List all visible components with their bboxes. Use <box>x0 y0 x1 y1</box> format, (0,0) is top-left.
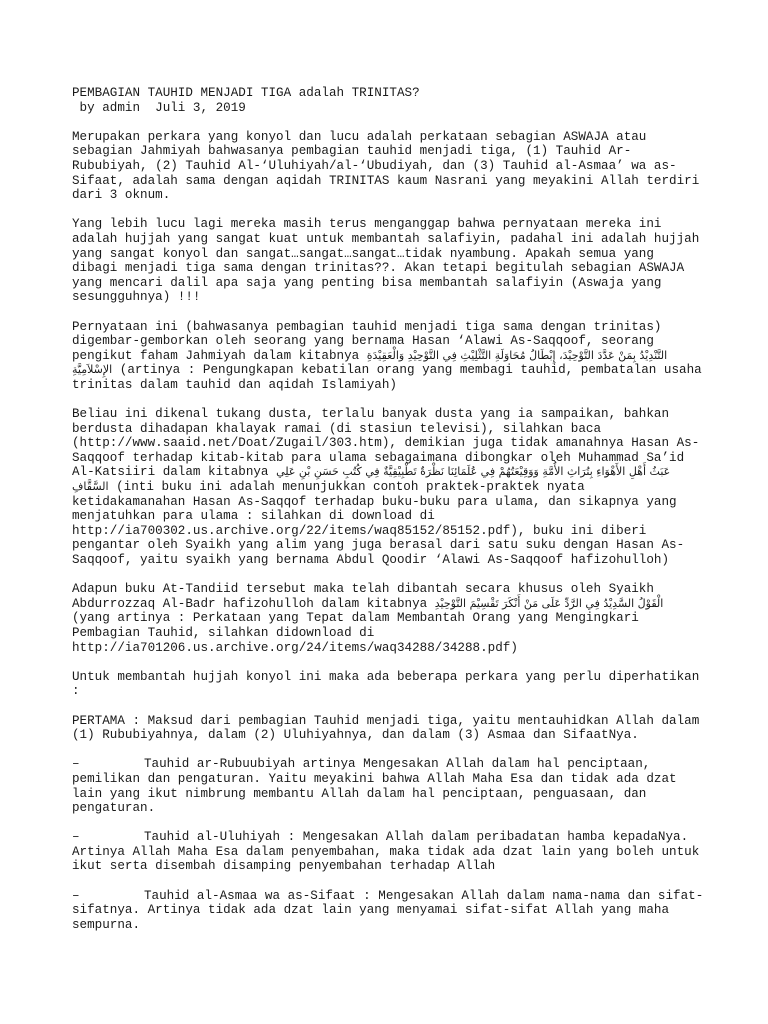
paragraph-3-text-b: (artinya : Pengungkapan kebatilan orang yang membagi tauhid, pembatalan usaha trinitas dalam tauhid dan aqidah Islamiyah) <box>72 363 702 392</box>
article-byline: by admin Juli 3, 2019 <box>72 100 246 115</box>
list-item-asmaa-sifaat-text: Tauhid al-Asmaa wa as-Sifaat : Mengesakan Allah dalam nama-nama dan sifat-sifatnya. Artinya tidak ada dzat lain yang menyamai sifat-sifat Allah yang maha sempurna. <box>72 888 704 932</box>
paragraph-4 <box>72 407 704 568</box>
list-item-asmaa-sifaat <box>72 889 704 933</box>
paragraph-4-text-a: Beliau ini dikenal tukang dusta, terlalu banyak dusta yang ia sampaikan, bahkan berdusta dihadapan khalayak ramai (di stasiun televisi), silahkan baca (http://www.saaid.net/Doat/Zugail/303.htm), demikian juga tidak amanahnya Hasan As-Saqqoof terhadap kitab-kitab para ulama sebagaimana dibongkar oleh Muhammad Sa’id Al-Katsiiri dalam kitabnya <box>72 407 700 480</box>
paragraph-1: Merupakan perkara yang konyol dan lucu adalah perkataan sebagian ASWAJA atau sebagian Jahmiyah bahwasanya pembagian tauhid menjadi tiga, (1) Tauhid Ar-Rububiyah, (2) Tauhid Al-‘Uluhiyah/al-‘Ubudiyah, dan (3) Tauhid al-Asmaa’ wa as-Sifaat, adalah sama dengan aqidah TRINITAS kaum Nasrani yang meyakini Allah terdiri dari 3 oknum. <box>72 129 700 203</box>
arabic-book-title-qaul-sadid: الْقَوْلُ السَّدِيْدُ فِي الرَّدِّ عَلَى مَنْ أَنْكَرَ تَقْسِيْمَ التَّوْحِيْدِ <box>434 596 664 610</box>
list-item-uluhiyah-text: Tauhid al-Uluhiyah : Mengesakan Allah dalam peribadatan hamba kepadaNya. Artinya Allah Maha Esa dalam penyembahan, maka tidak ada dzat lain yang boleh untuk ikut serta disembah disamping penyembahan terhadap Allah <box>72 830 700 874</box>
list-item-uluhiyah <box>72 830 704 874</box>
dash-bullet: – <box>72 888 80 903</box>
paragraph-2: Yang lebih lucu lagi mereka masih terus menganggap bahwa pernyataan mereka ini adalah hujjah yang sangat kuat untuk membantah salafiyin, padahal ini adalah hujjah yang sangat konyol dan sangat…sangat…sangat…tidak nyambung. Apakah semua yang dibagi menjadi tiga sama dengan trinitas??. Akan tetapi begitulah sebagian ASWAJA yang mencari dalil apa saja yang penting bisa membantah salafiyin (Aswaja yang sesungguhnya) !!! <box>72 217 700 305</box>
arabic-book-title-tandiid: التَّنْدِيْدُ بِمَنْ عَدَّدَ التَّوْحِيْدَ، إِبْطَالُ مُحَاوَلَةِ التَّثْلِيْثِ فِي التَّوْحِيْدِ وَالْعَقِيْدَةِ الإِسْلاَمِيَّةِ <box>72 348 668 377</box>
paragraph-4-text-b: (inti buku ini adalah menunjukkan contoh praktek-praktek nyata ketidakamanahan Hasan As-Saqqof terhadap buku-buku para ulama, dan sikapnya yang menjatuhkan para ulama : silahkan di download di http://ia700302.us.archive.org/22/items/waq85152/85152.pdf), buku ini diberi pengantar oleh Syaikh yang alim yang juga berasal dari satu suku dengan Hasan As-Saqqoof, yaitu syaikh yang bernama Abdul Qoodir ‘Alawi As-Saqqoof hafizohulloh) <box>72 480 685 567</box>
paragraph-3 <box>72 320 704 393</box>
article-title: PEMBAGIAN TAUHID MENJADI TIGA adalah TRINITAS? <box>72 86 420 100</box>
dash-bullet: – <box>72 830 80 845</box>
paragraph-5-text-b: (yang artinya : Perkataan yang Tepat dalam Membantah Orang yang Mengingkari Pembagian Tauhid, silahkan didownload di http://ia701206.us.archive.org/24/items/waq34288/34288.pdf) <box>72 611 639 655</box>
paragraph-3-text-a: Pernyataan ini (bahwasanya pembagian tauhid menjadi tiga sama dengan trinitas) digembar-gemborkan oleh seorang yang bernama Hasan ‘Alawi As-Saqqoof, seorang pengikut faham Jahmiyah dalam kitabnya <box>72 319 662 363</box>
arabic-book-title-abats: عَبَثُ أَهْلِ الأَهْوَاءِ بِتُرَاثِ الأُمَّةِ وَوَقِيْعَتُهُمْ فِي عُلَمَائِنَا نَظْرَةٌ تَطْبِيْقِيَّةٌ فِي كُتُبِ حَسَنِ بْنِ عَلِي السَّقَّافِ <box>72 465 671 494</box>
dash-bullet: – <box>72 757 80 772</box>
paragraph-6: Untuk membantah hujjah konyol ini maka ada beberapa perkara yang perlu diperhatikan : <box>72 669 700 699</box>
paragraph-5-text-a: Adapun buku At-Tandiid tersebut maka telah dibantah secara khusus oleh Syaikh Abdurrozzaq Al-Badr hafizohulloh dalam kitabnya <box>72 582 654 611</box>
paragraph-pertama: PERTAMA : Maksud dari pembagian Tauhid menjadi tiga, yaitu mentauhidkan Allah dalam (1) Rububiyahnya, dalam (2) Uluhiyahnya, dan dalam (3) Asmaa dan SifaatNya. <box>72 713 700 743</box>
list-item-rububiyah-text: Tauhid ar-Rubuubiyah artinya Mengesakan Allah dalam hal penciptaan, pemilikan dan pengaturan. Yaitu meyakini bahwa Allah Maha Esa dan tidak ada dzat lain yang ikut nimbrung membantu Allah dalam hal penciptaan, penguasaan, dan pengaturan. <box>72 757 677 816</box>
paragraph-5 <box>72 582 704 655</box>
article-header <box>72 86 704 115</box>
list-item-rububiyah <box>72 757 704 815</box>
